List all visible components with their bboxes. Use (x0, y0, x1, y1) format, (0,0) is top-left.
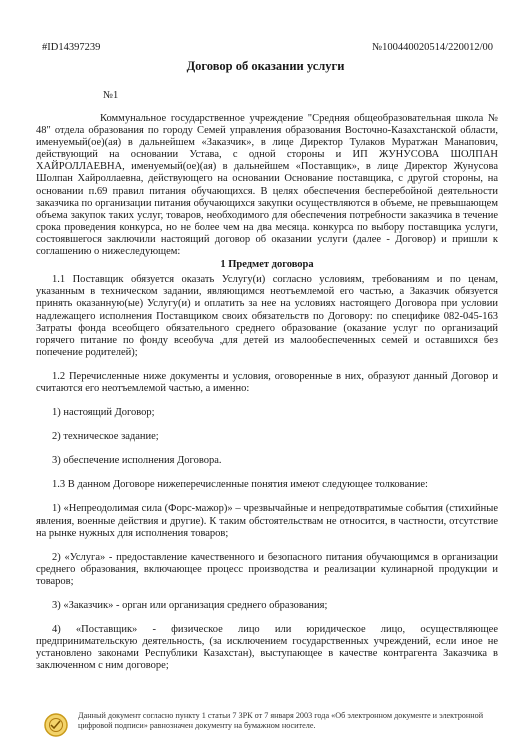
clause-1-1: 1.1 Поставщик обязуется оказать Услугу(и) согласно условиям, требованиям и по ценам, указанным в техническом задании, являющимся неотъемлемой его частью, а Заказчик обязуется принять оказанную(ые) Услугу(и) и оплатить за нее на условиях настоящего Договора при условии надлежащего исполнения Поставщиком своих обязательств по Договору: по специфике 082-045-163 Затраты фонда всеобщего обязательного среднего образование (оказание услуг по организаций горячего питание по фонду всеобуча ,для детей из малообеспеченных семей и оставшихся без попечение родителей); (36, 274, 498, 358)
document-id: #ID14397239 (42, 42, 101, 53)
list-item: 2) техническое задание; (52, 431, 159, 443)
list-item: 3) обеспечение исполнения Договора. (52, 455, 222, 467)
definition-item: 1) «Непреодолимая сила (Форс-мажор)» – чрезвычайные и непредотвратимые события (стихийные явления, военные действия и другие). К таким обстоятельствам не относится, в частности, отсутствие на рынке нужных для исполнения товаров; (36, 503, 498, 539)
clause-1-2: 1.2 Перечисленные ниже документы и условия, оговоренные в них, образуют данный Договор и считаются его неотъемлемой частью, а именно: (36, 370, 498, 394)
registry-number: №100440020514/220012/00 (372, 42, 493, 53)
section-title: 1 Предмет договора (220, 259, 314, 271)
list-item: 1) настоящий Договор; (52, 407, 155, 419)
e-signature-seal-icon (42, 712, 70, 738)
document-body (36, 113, 498, 672)
contract-number: №1 (103, 90, 119, 101)
preamble-paragraph: Коммунальное государственное учреждение "Средняя общеобразовательная школа № 48" отдела образования по городу Семей управления образования Восточно-Казахстанской области, именуемый(ое)(ая) в дальнейшем «Заказчик», в лице Директор Тулаков Муратжан Манапович, действующий на основании Устава, с одной стороны и ИП ЖУНУСОВА ШОЛПАН ХАЙРОЛЛАЕВНА, именуемый(ое)(ая) в дальнейшем «Поставщик», в лице Директор Жунусова Шолпан Хайроллаевна, действующего на основании Основание поставщика, с другой стороны, на основании п.69 правил питания обучающихся. В целях обеспечения бесперебойной деятельности заказчика по организации питания обучающихся закупки осуществляются в объеме, не превышающем объема закупок таких услуг, товаров, необходимого для обеспечения потребности заказчика в течение срока проведения конкурса, но не более чем на два месяца. конкурса по выбору поставщика услуги, состоявшегося заключили настоящий договор об оказании услуги (далее - Договор) и пришли к соглашению о нижеследующем: (36, 113, 498, 258)
clause-1-3: 1.3 В данном Договоре нижеперечисленные понятия имеют следующее толкование: (52, 479, 428, 491)
document-title: Договор об оказании услуги (186, 59, 345, 73)
legal-footnote: Данный документ согласно пункту 1 статьи 7 ЗРК от 7 января 2003 года «Об электронном документе и электронной цифровой подписи» равнозначен документу на бумажном носителе. (78, 711, 484, 730)
definition-item: 4) «Поставщик» - физическое лицо или юридическое лицо, осуществляющее предпринимательскую деятельность, (за исключением государственных учреждений, если иное не установлено законами Республики Казахстан), выступающее в качестве контрагента Заказчика в заключенном с ним договоре; (36, 624, 498, 672)
definition-item: 3) «Заказчик» - орган или организация среднего образования; (52, 600, 328, 611)
definition-item: 2) «Услуга» - предоставление качественного и безопасного питания обучающимся в организации среднего образования, включающее процесс производства и реализации кулинарной продукции и товаров; (36, 551, 498, 587)
